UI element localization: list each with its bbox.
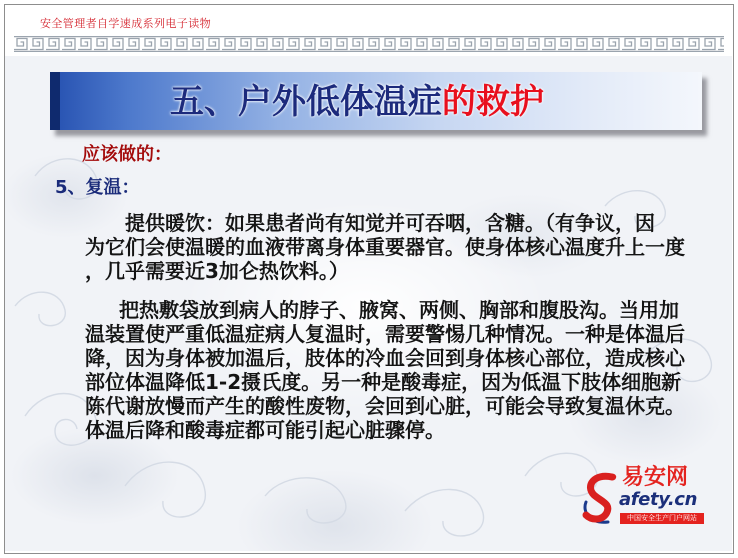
section-label: 应该做的：: [82, 144, 172, 165]
paragraph-line: 降，因为身体被加温后，肢体的冷血会回到身体核心部位，造成核心: [85, 346, 685, 370]
paragraph-heat-packs: [85, 298, 685, 442]
paragraph-line: 部位体温降低1-2摄氏度。另一种是酸毒症，因为低温下肢体细胞新: [85, 370, 682, 394]
paragraph-line: 陈代谢放慢而产生的酸性废物，会回到心脏，可能会导致复温休克。: [85, 394, 685, 418]
paragraph-line: ，几乎需要近3加仑热饮料。）: [85, 259, 349, 283]
series-title: 安全管理者自学速成系列电子读物: [40, 17, 211, 30]
slide-title-main: 五、户外低体温症: [170, 82, 442, 122]
greek-key-border-decoration: [14, 36, 724, 52]
paragraph-line: 为它们会使温暖的血液带离身体重要器官。使身体核心温度升上一度: [85, 235, 685, 259]
slide-title-accent: 的救护: [442, 82, 544, 122]
paragraph-line: 把热敷袋放到病人的脖子、腋窝、两侧、胸部和腹股沟。当用加: [119, 298, 679, 322]
logo-name: 易安网: [622, 465, 689, 490]
paragraph-warm-drinks: [85, 211, 685, 283]
paragraph-line: 温装置使严重低温症病人复温时，需要警惕几种情况。一种是体温后: [85, 322, 685, 346]
title-accent-bar: [50, 72, 60, 130]
swirl-s-logo-icon: [580, 468, 622, 526]
logo-domain-text: afety.cn: [619, 489, 697, 510]
item-heading: 5、复温：: [55, 177, 140, 198]
slide-title: [170, 81, 544, 123]
paragraph-line: 体温后降和酸毒症都可能引起心脏骤停。: [85, 418, 445, 442]
paragraph-line: 提供暖饮：如果患者尚有知觉并可吞咽，含糖。（有争议，因: [125, 211, 655, 235]
logo-tagline: 中国安全生产门户网站: [620, 513, 704, 524]
